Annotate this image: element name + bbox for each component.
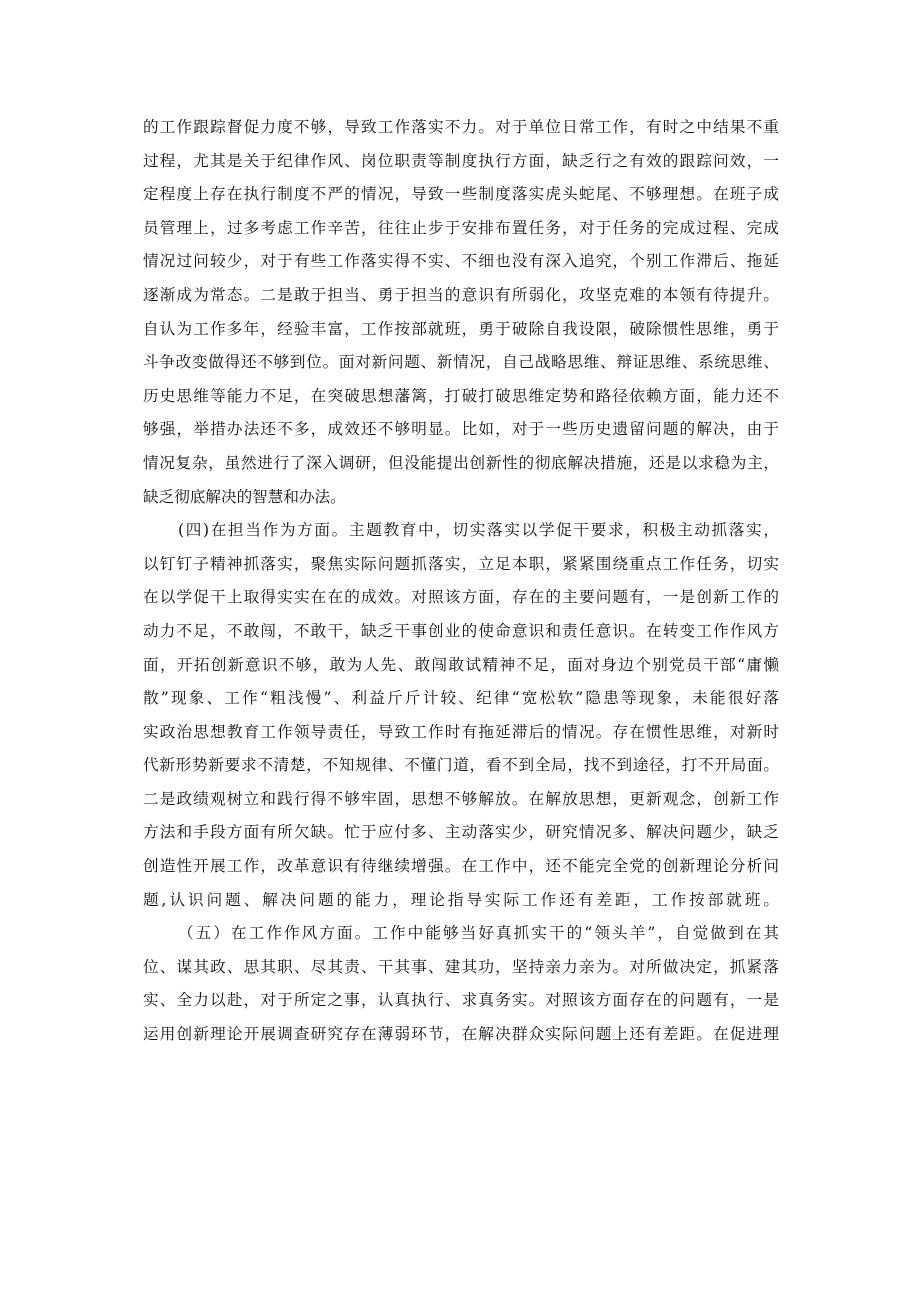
paragraph-line: 方法和手段方面有所欠缺。忙于应付多、主动落实少，研究情况多、解决问题少，缺乏	[143, 823, 779, 842]
paragraph-3	[143, 917, 779, 1051]
paragraph-line: (四)在担当作为方面。主题教育中，切实落实以学促干要求，积极主动抓落实，	[178, 521, 779, 540]
paragraph-line: 实政治思想教育工作领导责任，导致工作时有拖延滞后的情况。存在惯性思维，对新时	[143, 722, 779, 741]
paragraph-line: 面，开拓创新意识不够，敢为人先、敢闯敢试精神不足，面对身边个别党员干部“庸懒	[143, 655, 779, 674]
paragraph-line: 定程度上存在执行制度不严的情况，导致一些制度落实虎头蛇尾、不够理想。在班子成	[143, 185, 779, 204]
paragraph-line: （五）在工作作风方面。工作中能够当好真抓实干的“领头羊”，自觉做到在其	[178, 924, 779, 943]
paragraph-line: 动力不足，不敢闯，不敢干，缺乏干事创业的使命意识和责任意识。在转变工作作风方	[143, 621, 779, 640]
paragraph-line: 逐渐成为常态。二是敢于担当、勇于担当的意识有所弱化，攻坚克难的本领有待提升。	[143, 285, 779, 304]
paragraph-line: 实、全力以赴，对于所定之事，认真执行、求真务实。对照该方面存在的问题有，一是	[143, 991, 779, 1010]
paragraph-line: 在以学促干上取得实实在在的成效。对照该方面，存在的主要问题有，一是创新工作的	[143, 588, 779, 607]
paragraph-line: 过程，尤其是关于纪律作风、岗位职责等制度执行方面，缺乏行之有效的跟踪问效，一	[143, 151, 779, 170]
paragraph-line: 的工作跟踪督促力度不够，导致工作落实不力。对于单位日常工作，有时之中结果不重	[143, 118, 779, 136]
paragraph-line: 历史思维等能力不足，在突破思想藩篱，打破打破思维定势和路径依赖方面，能力还不	[143, 386, 779, 405]
paragraph-line: 情况复杂，虽然进行了深入调研，但没能提出创新性的彻底解决措施，还是以求稳为主，	[143, 453, 779, 472]
paragraph-line: 二是政绩观树立和践行得不够牢固，思想不够解放。在解放思想，更新观念，创新工作	[143, 789, 779, 808]
paragraph-line: 自认为工作多年，经验丰富，工作按部就班，勇于破除自我设限，破除惯性思维，勇于	[143, 319, 779, 338]
paragraph-line: 运用创新理论开展调查研究存在薄弱环节，在解决群众实际问题上还有差距。在促进理	[143, 1025, 779, 1044]
paragraph-line: 创造性开展工作，改革意识有待继续增强。在工作中，还不能完全党的创新理论分析问	[143, 857, 779, 876]
paragraph-line: 代新形势新要求不清楚，不知规律、不懂门道，看不到全局，找不到途径，打不开局面。	[143, 756, 779, 775]
paragraph-line: 题,认识问题、解决问题的能力，理论指导实际工作还有差距，工作按部就班。	[143, 890, 779, 909]
paragraph-line: 以钉钉子精神抓落实，聚焦实际问题抓落实，立足本职，紧紧围绕重点工作任务，切实	[143, 554, 779, 573]
paragraph-line: 散”现象、工作“粗浅慢”、利益斤斤计较、纪律“宽松软”隐患等现象，未能很好落	[143, 689, 779, 708]
paragraph-line: 位、谋其政、思其职、尽其责、干其事、建其功，坚持亲力亲为。对所做决定，抓紧落	[143, 957, 779, 976]
paragraph-line: 员管理上，过多考虑工作辛苦，往往止步于安排布置任务，对于任务的完成过程、完成	[143, 218, 779, 237]
paragraph-line: 缺乏彻底解决的智慧和办法。	[143, 487, 346, 506]
paragraph-line: 斗争改变做得还不够到位。面对新问题、新情况，自己战略思维、辩证思维、系统思维、	[143, 353, 779, 372]
paragraph-line: 够强，举措办法还不多，成效还不够明显。比如，对于一些历史遗留问题的解决，由于	[143, 420, 779, 439]
paragraph-1	[143, 111, 779, 514]
paragraph-line: 情况过问较少，对于有些工作落实得不实、不细也没有深入追究，个别工作滞后、拖延	[143, 252, 779, 271]
paragraph-2	[143, 514, 779, 917]
document-page	[143, 111, 779, 1052]
